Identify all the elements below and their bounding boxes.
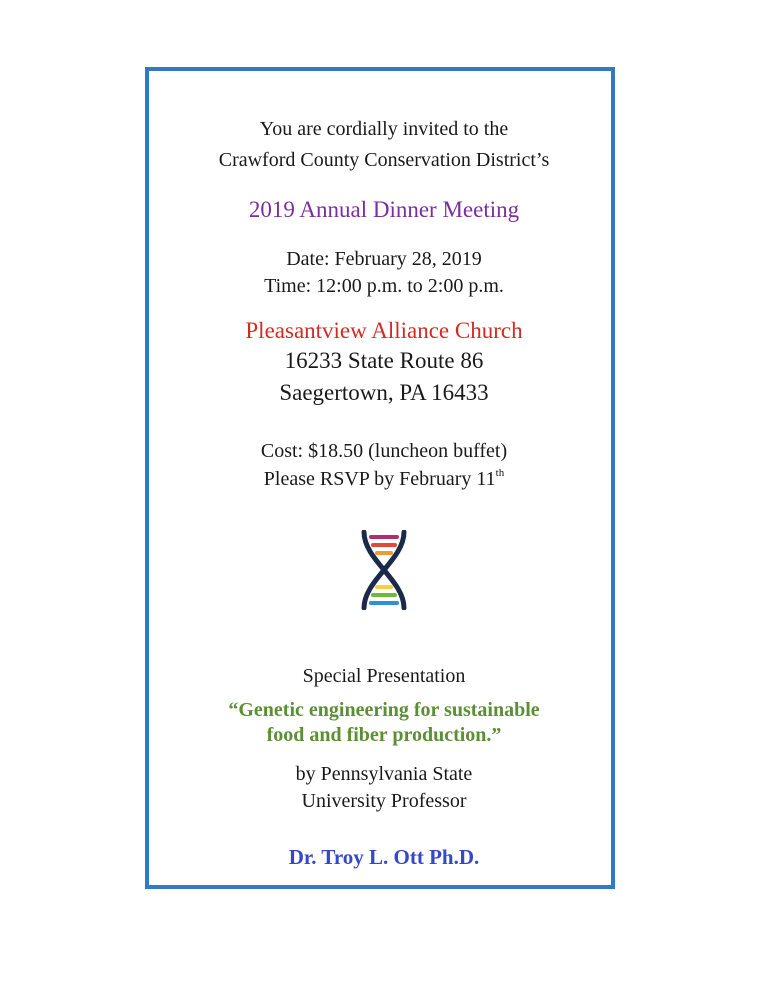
venue-street: 16233 State Route 86	[284, 348, 484, 373]
venue-city: Saegertown, PA 16433	[279, 380, 489, 405]
presenter-affiliation-line-2: University Professor	[301, 790, 467, 812]
presentation-heading: Special Presentation	[302, 665, 466, 687]
presentation-quote-line-2: food and fiber production.”	[266, 724, 502, 746]
rsvp-ordinal: th	[495, 467, 505, 479]
event-date: Date: February 28, 2019	[286, 248, 482, 270]
dna-helix-icon	[359, 530, 409, 610]
presentation-quote-line-1: “Genetic engineering for sustainable	[228, 699, 540, 721]
event-time: Time: 12:00 p.m. to 2:00 p.m.	[264, 275, 504, 297]
invite-line-2: Crawford County Conservation District’s	[218, 149, 550, 171]
rsvp-line	[0, 468, 768, 491]
event-title: 2019 Annual Dinner Meeting	[248, 197, 520, 222]
cost-line: Cost: $18.50 (luncheon buffet)	[260, 440, 508, 462]
invite-line-1: You are cordially invited to the	[259, 118, 509, 140]
rsvp-text: Please RSVP by February 11	[263, 468, 496, 490]
speaker-name: Dr. Troy L. Ott Ph.D.	[288, 845, 480, 869]
presenter-affiliation-line-1: by Pennsylvania State	[295, 763, 473, 785]
venue-name: Pleasantview Alliance Church	[245, 318, 523, 343]
